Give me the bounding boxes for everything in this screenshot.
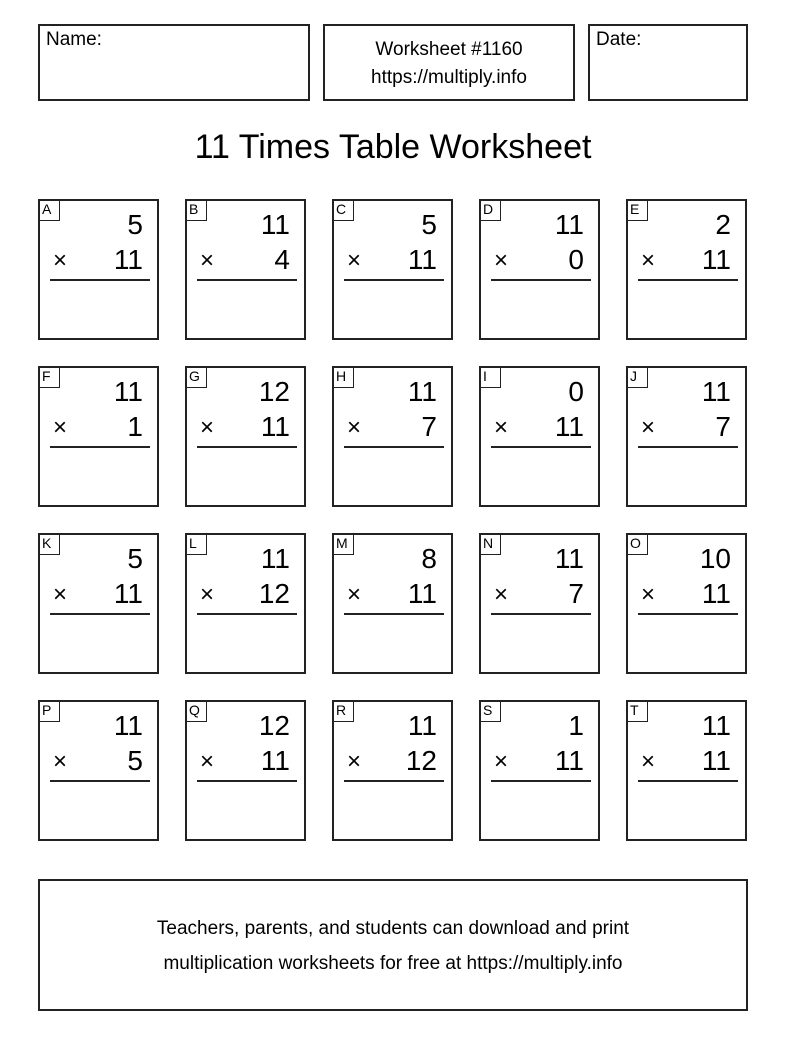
problem-label: H xyxy=(332,366,354,388)
multiplier: 12 xyxy=(405,745,437,776)
problem-label: B xyxy=(185,199,207,221)
multiplier: 1 xyxy=(127,411,143,442)
multiplier: 7 xyxy=(715,411,731,442)
answer-line xyxy=(491,446,591,448)
answer-line xyxy=(197,279,297,281)
multiply-sign: × xyxy=(347,247,362,274)
multiplicand: 11 xyxy=(113,710,143,741)
answer-line xyxy=(638,613,738,615)
answer-line xyxy=(197,780,297,782)
multiply-sign: × xyxy=(494,748,509,775)
problem-card xyxy=(479,700,600,841)
problem-card xyxy=(38,533,159,674)
problem-label: Q xyxy=(185,700,207,722)
problem-label: C xyxy=(332,199,354,221)
answer-line xyxy=(344,613,444,615)
multiply-sign: × xyxy=(53,581,68,608)
problem-label: E xyxy=(626,199,648,221)
name-field-box xyxy=(38,24,310,101)
problem-card xyxy=(185,700,306,841)
multiplier: 5 xyxy=(127,745,143,776)
multiplicand: 10 xyxy=(699,543,731,574)
problem-card xyxy=(185,199,306,340)
answer-line xyxy=(344,446,444,448)
problem-card xyxy=(626,199,747,340)
multiplicand: 11 xyxy=(554,209,584,240)
problem-label: D xyxy=(479,199,501,221)
multiply-sign: × xyxy=(53,748,68,775)
problem-label: I xyxy=(479,366,501,388)
answer-line xyxy=(50,613,150,615)
answer-line xyxy=(344,279,444,281)
problem-card xyxy=(479,199,600,340)
problem-label: A xyxy=(38,199,60,221)
problem-label: S xyxy=(479,700,501,722)
page-title: 11 Times Table Worksheet xyxy=(194,128,592,166)
multiplicand: 11 xyxy=(701,710,731,741)
multiply-sign: × xyxy=(641,581,656,608)
multiplicand: 11 xyxy=(407,376,437,407)
multiplier: 11 xyxy=(701,244,731,275)
footer-line-1: Teachers, parents, and students can download and print xyxy=(156,918,630,939)
worksheet-number: Worksheet #1160 xyxy=(375,39,523,60)
problem-label: G xyxy=(185,366,207,388)
multiply-sign: × xyxy=(200,581,215,608)
problem-label: O xyxy=(626,533,648,555)
problem-label: N xyxy=(479,533,501,555)
problem-card xyxy=(332,700,453,841)
multiplicand: 2 xyxy=(715,209,731,240)
problem-label: R xyxy=(332,700,354,722)
name-label: Name: xyxy=(46,29,102,50)
answer-line xyxy=(491,780,591,782)
multiplicand: 0 xyxy=(568,376,584,407)
multiplicand: 5 xyxy=(127,543,143,574)
date-field-box xyxy=(588,24,748,101)
multiplicand: 8 xyxy=(421,543,437,574)
multiplier: 12 xyxy=(258,578,290,609)
answer-line xyxy=(197,446,297,448)
multiplier: 11 xyxy=(260,411,290,442)
answer-line xyxy=(50,279,150,281)
multiply-sign: × xyxy=(494,247,509,274)
multiplier: 11 xyxy=(113,244,143,275)
worksheet-info-box xyxy=(323,24,575,101)
problem-label: P xyxy=(38,700,60,722)
multiplicand: 5 xyxy=(127,209,143,240)
multiply-sign: × xyxy=(494,414,509,441)
multiply-sign: × xyxy=(641,748,656,775)
multiply-sign: × xyxy=(347,748,362,775)
problem-card xyxy=(626,366,747,507)
problem-label: J xyxy=(626,366,648,388)
multiply-sign: × xyxy=(347,414,362,441)
multiplicand: 11 xyxy=(701,376,731,407)
worksheet-url: https://multiply.info xyxy=(371,67,527,88)
multiplicand: 12 xyxy=(258,710,290,741)
answer-line xyxy=(638,446,738,448)
multiply-sign: × xyxy=(641,247,656,274)
answer-line xyxy=(491,613,591,615)
answer-line xyxy=(50,780,150,782)
problem-label: M xyxy=(332,533,354,555)
problem-card xyxy=(332,366,453,507)
problem-card xyxy=(38,199,159,340)
problem-label: F xyxy=(38,366,60,388)
multiply-sign: × xyxy=(494,581,509,608)
answer-line xyxy=(50,446,150,448)
answer-line xyxy=(638,780,738,782)
multiply-sign: × xyxy=(347,581,362,608)
multiplier: 0 xyxy=(568,244,584,275)
multiplicand: 11 xyxy=(260,209,290,240)
answer-line xyxy=(491,279,591,281)
multiplier: 7 xyxy=(421,411,437,442)
date-label: Date: xyxy=(596,29,642,50)
multiplier: 11 xyxy=(407,244,437,275)
problem-card xyxy=(38,366,159,507)
multiplier: 11 xyxy=(701,745,731,776)
problem-label: T xyxy=(626,700,648,722)
answer-line xyxy=(638,279,738,281)
problem-card xyxy=(626,700,747,841)
multiply-sign: × xyxy=(200,414,215,441)
multiplier: 11 xyxy=(701,578,731,609)
multiplier: 11 xyxy=(554,411,584,442)
problem-card xyxy=(185,366,306,507)
multiply-sign: × xyxy=(53,414,68,441)
footer-line-2: multiplication worksheets for free at https://multiply.info xyxy=(163,953,623,974)
multiplicand: 12 xyxy=(258,376,290,407)
problem-label: K xyxy=(38,533,60,555)
multiplicand: 11 xyxy=(260,543,290,574)
multiply-sign: × xyxy=(53,247,68,274)
problem-card xyxy=(479,533,600,674)
multiplier: 4 xyxy=(274,244,290,275)
multiply-sign: × xyxy=(200,247,215,274)
problem-card xyxy=(332,199,453,340)
multiplier: 11 xyxy=(407,578,437,609)
problem-card xyxy=(626,533,747,674)
multiplicand: 11 xyxy=(554,543,584,574)
problem-card xyxy=(185,533,306,674)
multiplier: 11 xyxy=(260,745,290,776)
multiplier: 11 xyxy=(113,578,143,609)
multiplicand: 1 xyxy=(568,710,584,741)
problem-card xyxy=(38,700,159,841)
multiplicand: 11 xyxy=(113,376,143,407)
problem-card xyxy=(479,366,600,507)
answer-line xyxy=(197,613,297,615)
multiply-sign: × xyxy=(200,748,215,775)
footer-box xyxy=(38,879,748,1011)
multiplier: 7 xyxy=(568,578,584,609)
problem-label: L xyxy=(185,533,207,555)
problem-card xyxy=(332,533,453,674)
multiply-sign: × xyxy=(641,414,656,441)
answer-line xyxy=(344,780,444,782)
multiplicand: 11 xyxy=(407,710,437,741)
multiplier: 11 xyxy=(554,745,584,776)
multiplicand: 5 xyxy=(421,209,437,240)
